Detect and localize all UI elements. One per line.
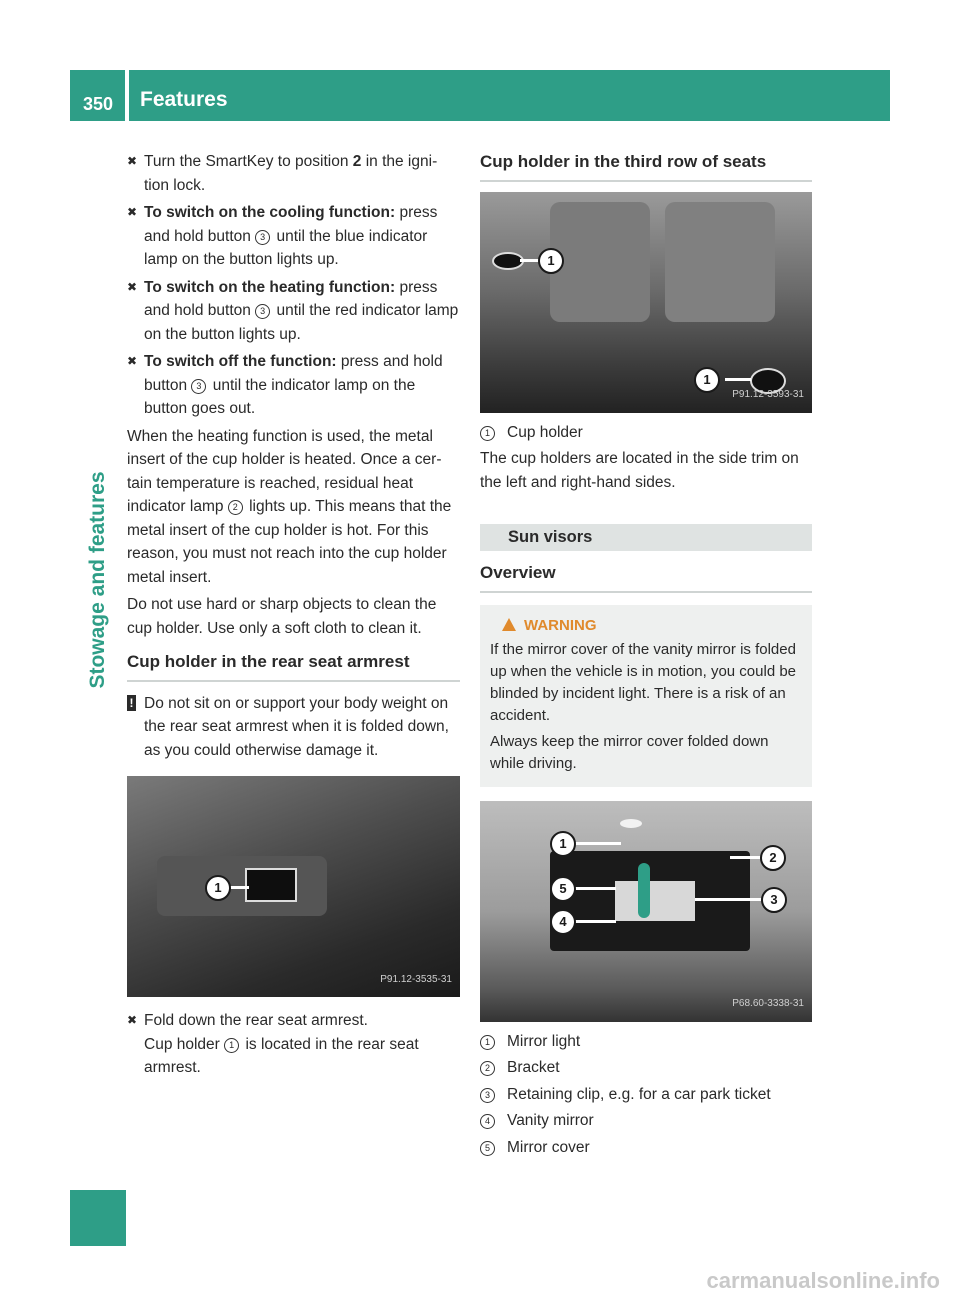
- callout-number-icon: 2: [228, 500, 243, 515]
- legend-item: 2 Bracket: [480, 1056, 812, 1080]
- step-arrow-icon: ✖: [127, 279, 138, 294]
- leader-line: [695, 898, 761, 901]
- callout-number-icon: 5: [480, 1141, 495, 1156]
- callout-number-icon: 3: [255, 304, 270, 319]
- seat-back-shape: [550, 202, 650, 322]
- heading-third-row: Cup holder in the third row of seats: [480, 150, 812, 182]
- notice: ! Do not sit on or support your body weight on the rear seat armrest when it is folded down, as you could otherwise damage it.: [127, 692, 460, 763]
- step-item: ✖ Fold down the rear seat armrest. Cup holder 1 is located in the rear seat armrest.: [127, 1009, 460, 1080]
- callout-number-icon: 3: [191, 379, 206, 394]
- callout-1: 1: [205, 875, 231, 901]
- paragraph-third-row: The cup holders are located in the side trim on the left and right-hand sides.: [480, 450, 799, 491]
- leader-line: [725, 378, 751, 381]
- page-number: 350: [83, 94, 114, 114]
- left-column: [127, 150, 460, 1084]
- step-item: ✖ To switch on the heating function: press and hold button 3 until the red indicator lamp on the button lights up.: [127, 276, 460, 347]
- armrest-photo: [127, 776, 460, 997]
- callout-2: 2: [760, 845, 786, 871]
- callout-number-icon: 3: [480, 1088, 495, 1103]
- photo-reference: P91.12-3593-31: [732, 389, 804, 400]
- header-divider: [125, 70, 129, 121]
- legend-item: 5 Mirror cover: [480, 1136, 812, 1160]
- callout-number-icon: 1: [480, 1035, 495, 1050]
- heading-armrest: Cup holder in the rear seat armrest: [127, 650, 460, 682]
- step-arrow-icon: ✖: [127, 354, 138, 368]
- legend-sun-visor: [480, 1030, 812, 1160]
- paragraph-cleaning: Do not use hard or sharp objects to clean the cup holder. Use only a soft cloth to clean it.: [127, 596, 437, 637]
- step-item: ✖ Turn the SmartKey to position 2 in the igni-tion lock.: [127, 150, 460, 197]
- sidebar-chapter-label: Stowage and features: [86, 471, 109, 689]
- callout-number-icon: 1: [480, 426, 495, 441]
- mirror-light-shape: [620, 819, 642, 828]
- third-row-photo: [480, 192, 812, 413]
- right-column: [480, 150, 812, 1162]
- paragraph-heating: When the heating function is used, the metal insert of the cup holder is heated. Once a cer-tain temperature is reached, residual heat indicator lamp 2 lights up. This means that the metal insert of the cup holder is hot. For this reason, you must not reach into the cup holder metal insert.: [127, 427, 452, 586]
- warning-heading: WARNING: [490, 615, 802, 637]
- warning-triangle-icon: [502, 618, 516, 631]
- photo-reference: P91.12-3535-31: [380, 973, 452, 985]
- legend-item: 3 Retaining clip, e.g. for a car park ticket: [480, 1083, 812, 1107]
- watermark: carmanualsonline.info: [706, 1268, 940, 1293]
- step-item: ✖ To switch off the function: press and hold button 3 until the indicator lamp on the button goes out.: [127, 350, 460, 421]
- callout-number-icon: 1: [224, 1038, 239, 1053]
- legend-item: 1 Cup holder: [480, 421, 812, 445]
- callout-number-icon: 2: [480, 1061, 495, 1076]
- section-band-sun-visors: Sun visors: [480, 524, 812, 551]
- legend-third-row: [480, 421, 812, 445]
- step-arrow-icon: ✖: [127, 154, 138, 168]
- step-item: ✖ To switch on the cooling function: press and hold button 3 until the blue indicator lamp on the button lights up.: [127, 201, 460, 272]
- subheading-overview: Overview: [480, 561, 812, 593]
- legend-item: 1 Mirror light: [480, 1030, 812, 1054]
- step-arrow-icon: ✖: [127, 205, 138, 219]
- callout-3: 3: [761, 887, 787, 913]
- exclamation-icon: !: [127, 695, 136, 711]
- legend-item: 4 Vanity mirror: [480, 1109, 812, 1133]
- sidebar-marker: [70, 1190, 126, 1246]
- warning-box: [480, 605, 812, 787]
- step-arrow-icon: ✖: [127, 1013, 138, 1027]
- callout-5: 5: [550, 876, 576, 902]
- callout-1: 1: [694, 367, 720, 393]
- sun-visor-photo: [480, 801, 812, 1022]
- vanity-mirror-shape: [615, 881, 695, 921]
- leader-line: [575, 842, 621, 845]
- fold-arrow-icon: [638, 863, 650, 918]
- warning-text: If the mirror cover of the vanity mirror is folded up when the vehicle is in motion, you could be blinded by incident light. There is a risk of an accident.: [490, 640, 797, 724]
- warning-text: Always keep the mirror cover folded down while driving.: [490, 732, 769, 772]
- callout-4: 4: [550, 909, 576, 935]
- seat-back-shape: [665, 202, 775, 322]
- leader-line: [574, 920, 616, 923]
- leader-line: [730, 856, 760, 859]
- section-title: Features: [140, 88, 228, 111]
- callout-number-icon: 4: [480, 1114, 495, 1129]
- callout-1: 1: [538, 248, 564, 274]
- leader-line: [574, 887, 616, 890]
- photo-reference: P68.60-3338-31: [732, 998, 804, 1009]
- cup-holder-shape: [245, 868, 297, 902]
- callout-1: 1: [550, 831, 576, 857]
- callout-number-icon: 3: [255, 230, 270, 245]
